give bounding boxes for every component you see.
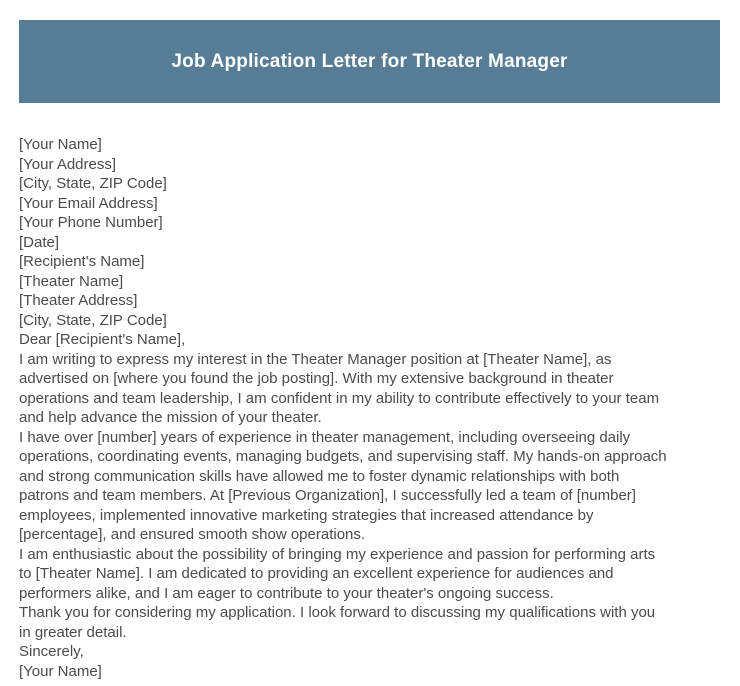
- letter-line: performers alike, and I am eager to contribute to your theater's ongoing success.: [19, 584, 554, 602]
- letter-header: [19, 20, 720, 103]
- letter-line: [Your Address]: [19, 155, 117, 173]
- letter-line: to [Theater Name]. I am dedicated to providing an excellent experience for audiences and: [19, 565, 614, 582]
- letter-line: [Your Email Address]: [19, 194, 158, 212]
- letter-line: advertised on [where you found the job posting]. With my extensive background in theater: [19, 370, 614, 387]
- letter-line: operations and team leadership, I am confident in my ability to contribute effectively to your team: [19, 389, 660, 407]
- letter-line: [City, State, ZIP Code]: [19, 175, 167, 192]
- letter-line: [Your Name]: [19, 136, 102, 153]
- letter-line: and help advance the mission of your theater.: [19, 409, 322, 426]
- letter-body: [19, 135, 724, 681]
- letter-line: Sincerely,: [19, 643, 84, 660]
- letter-line: [Theater Name]: [19, 272, 124, 290]
- letter-line: [percentage], and ensured smooth show operations.: [19, 526, 366, 543]
- letter-line: I am writing to express my interest in the Theater Manager position at [Theater Name], as: [19, 350, 612, 368]
- letter-line: [Your Phone Number]: [19, 214, 163, 231]
- letter-line: [Theater Address]: [19, 292, 138, 309]
- letter-line: patrons and team members. At [Previous Organization], I successfully led a team of [number]: [19, 487, 636, 504]
- letter-line: [City, State, ZIP Code]: [19, 311, 167, 329]
- letter-line: Dear [Recipient's Name],: [19, 331, 186, 348]
- letter-line: in greater detail.: [19, 623, 127, 641]
- page-title: Job Application Letter for Theater Manager: [171, 50, 568, 72]
- letter-line: I am enthusiastic about the possibility of bringing my experience and passion for performing arts: [19, 545, 656, 563]
- letter-line: Thank you for considering my application. I look forward to discussing my qualifications with you: [19, 604, 656, 621]
- letter-line: [Date]: [19, 233, 60, 251]
- letter-line: [Recipient's Name]: [19, 253, 145, 270]
- letter-line: I have over [number] years of experience in theater management, including overseeing daily: [19, 428, 631, 446]
- letter-line: and strong communication skills have allowed me to foster dynamic relationships with both: [19, 467, 620, 485]
- letter-line: operations, coordinating events, managing budgets, and supervising staff. My hands-on approach: [19, 448, 667, 465]
- letter-line: [Your Name]: [19, 662, 102, 680]
- letter-line: employees, implemented innovative marketing strategies that increased attendance by: [19, 506, 594, 524]
